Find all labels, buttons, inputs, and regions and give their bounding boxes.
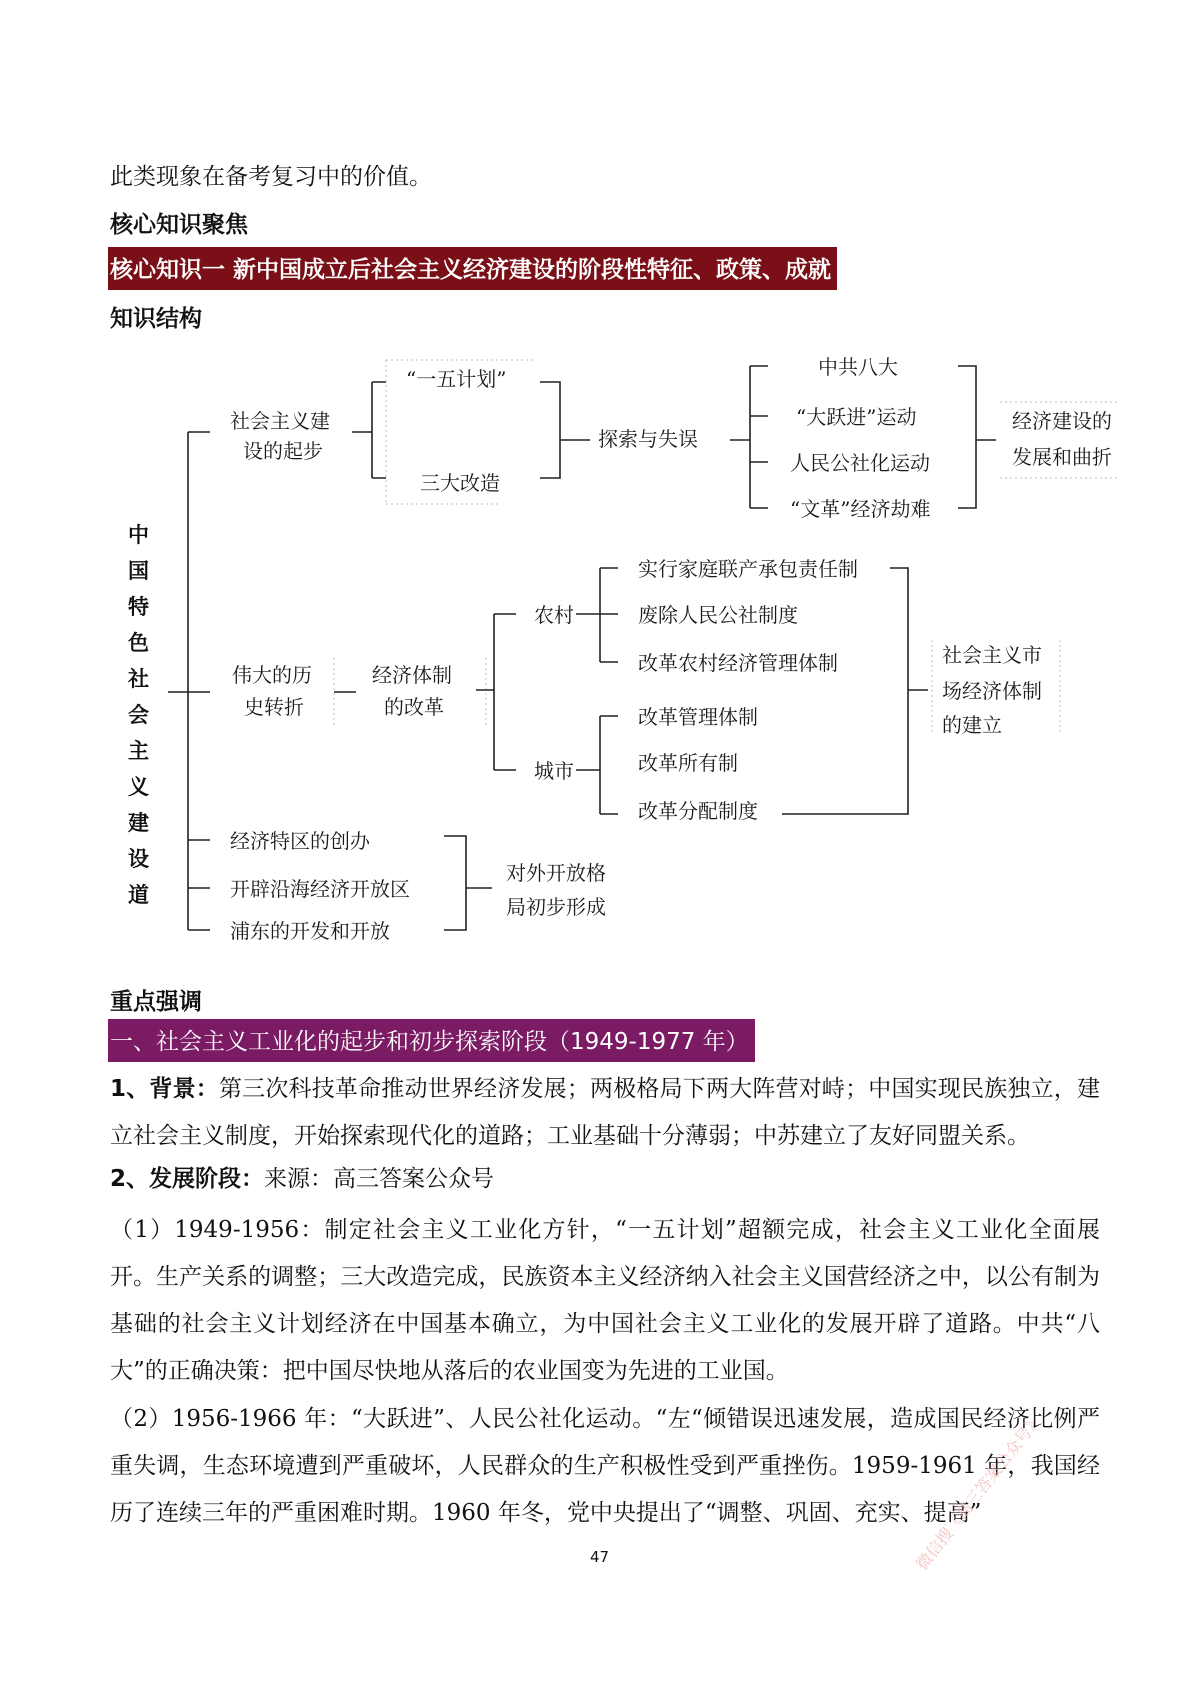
stage-label: 2、发展阶段： — [110, 1166, 265, 1192]
heading-knowledge-structure: 知识结构 — [110, 306, 202, 332]
node-eighth-congress: 中共八大 — [818, 355, 898, 379]
background-text: 第三次科技革命推动世界经济发展；两极格局下两大阵营对峙；中国实现民族独立，建立社会主义制度，开始探索现代化的道路；工业基础十分薄弱；中苏建立了友好同盟关系。 — [110, 1076, 1101, 1149]
background-paragraph — [110, 1066, 1100, 1160]
knowledge-structure-diagram — [0, 340, 1200, 960]
node-commune: 人民公社化运动 — [790, 451, 930, 475]
root-char: 色 — [128, 631, 149, 655]
heading-core-knowledge: 核心知识聚焦 — [110, 212, 248, 238]
watermark: 微信搜《高三答案公众号》 — [912, 1410, 1046, 1574]
diagram-root — [127, 523, 149, 907]
node-urban-item: 改革所有制 — [638, 751, 738, 775]
node-market-economy: 的建立 — [942, 713, 1002, 737]
node-rural-item: 实行家庭联产承包责任制 — [638, 557, 858, 581]
node-rural-item: 废除人民公社制度 — [638, 603, 798, 627]
node-urban-item: 改革管理体制 — [638, 705, 758, 729]
node-pudong: 浦东的开发和开放 — [230, 919, 390, 943]
node-rural: 农村 — [534, 603, 574, 627]
node-sez: 经济特区的创办 — [230, 829, 370, 853]
node-great-leap: “大跃进”运动 — [796, 405, 917, 429]
node-historic-turn: 伟大的历 — [232, 663, 312, 687]
node-coastal-zone: 开辟沿海经济开放区 — [230, 877, 410, 901]
stage-line — [110, 1160, 494, 1193]
background-label: 1、背景： — [110, 1076, 219, 1102]
node-opening-up: 对外开放格 — [506, 861, 606, 885]
root-char: 会 — [128, 703, 149, 727]
node-market-economy: 场经济体制 — [942, 679, 1042, 703]
node-opening-up: 局初步形成 — [506, 895, 606, 919]
root-char: 义 — [128, 775, 149, 799]
root-char: 特 — [128, 595, 149, 619]
root-char: 社 — [128, 667, 149, 691]
paragraph-1949-1956: （1）1949-1956：制定社会主义工业化方针，“一五计划”超额完成，社会主义工业化全面展开。生产关系的调整；三大改造完成，民族资本主义经济纳入社会主义国营经济之中，以公有制为基础的社会主义计划经济在中国基本确立，为中国社会主义工业化的发展开辟了道路。中共“八大”的正确决策：把中国尽快地从落后的农业国变为先进的工业国。 — [110, 1217, 1100, 1384]
heading-emphasis: 重点强调 — [110, 989, 202, 1015]
node-urban: 城市 — [534, 759, 574, 783]
node-development: 发展和曲折 — [1012, 445, 1112, 469]
stage-text: 来源：高三答案公众号 — [264, 1166, 495, 1192]
root-char: 设 — [128, 847, 149, 871]
node-rural-item: 改革农村经济管理体制 — [638, 651, 838, 675]
intro-line: 此类现象在备考复习中的价值。 — [110, 164, 432, 190]
root-char: 主 — [128, 739, 149, 763]
node-three-reforms: 三大改造 — [420, 471, 500, 495]
paragraph-1956-1966: （2）1956-1966 年：“大跃进”、人民公社化运动。“左“倾错误迅速发展，造成国民经济比例严重失调，生态环境遭到严重破坏，人民群众的生产积极性受到严重挫伤。1959-1961 年，我国经历了连续三年的严重困难时期。1960 年冬，党中央提出了“调整、巩固、充实、提高” — [110, 1406, 1100, 1526]
node-development: 经济建设的 — [1012, 409, 1112, 433]
node-market-economy: 社会主义市 — [942, 643, 1042, 667]
root-char: 国 — [128, 559, 149, 583]
node-cultural-revolution: “文革”经济劫难 — [790, 497, 931, 521]
page-number: 47 — [590, 1548, 610, 1566]
band-core-knowledge-one: 核心知识一 新中国成立后社会主义经济建设的阶段性特征、政策、成就 — [108, 247, 837, 290]
node-start: 设的起步 — [243, 439, 323, 463]
node-historic-turn: 史转折 — [244, 695, 304, 719]
band-stage-one: 一、社会主义工业化的起步和初步探索阶段（1949-1977 年） — [108, 1019, 755, 1062]
node-economic-reform: 的改革 — [384, 695, 444, 719]
node-start: 社会主义建 — [230, 409, 330, 433]
node-urban-item: 改革分配制度 — [638, 799, 758, 823]
root-char: 道 — [128, 883, 149, 907]
node-economic-reform: 经济体制 — [372, 663, 452, 687]
node-five-year-plan: “一五计划” — [406, 367, 507, 391]
root-char: 建 — [128, 811, 149, 835]
root-char: 中 — [128, 523, 149, 547]
node-exploration: 探索与失误 — [598, 427, 698, 451]
